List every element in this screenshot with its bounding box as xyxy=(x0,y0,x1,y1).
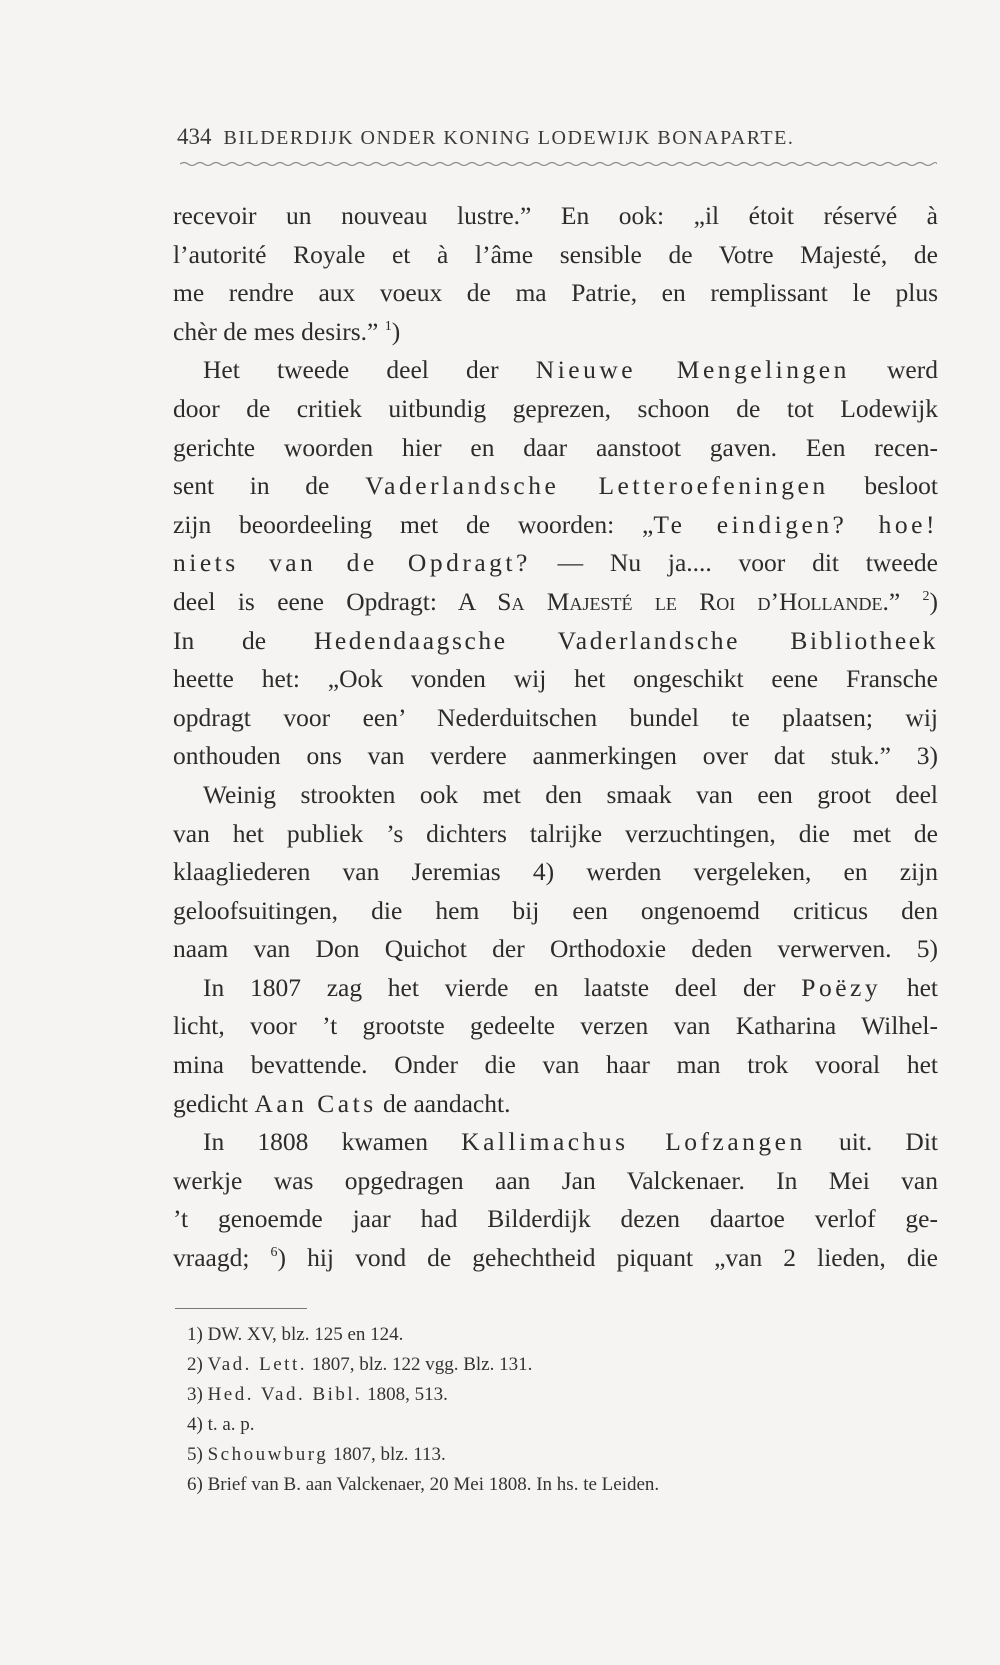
text-segment: In de xyxy=(173,625,267,655)
text-segment: de aandacht. xyxy=(383,1088,511,1118)
text-line: licht, voor ’t grootste gedeelte verzen van Katharina Wilhel- xyxy=(173,1011,938,1041)
text-line: l’autorité Royale et à l’âme sensible de Votre Majesté, de xyxy=(173,239,938,269)
running-title: BILDERDIJK ONDER KONING LODEWIJK BONAPARTE. xyxy=(223,127,795,149)
text-segment: ) xyxy=(391,316,401,346)
spaced-abbrev: Vad. Lett. xyxy=(207,1354,307,1375)
text-segment: 1807, blz. 113. xyxy=(333,1444,446,1465)
header-ornamental-rule xyxy=(180,160,937,168)
text-segment: werd xyxy=(887,355,938,385)
spaced-title: Vaderlandsche Letteroefeningen xyxy=(365,471,829,501)
body-text xyxy=(173,197,938,1278)
footnote: 1) DW. XV, blz. 125 en 124. xyxy=(187,1324,404,1345)
text-line: klaagliederen van Jeremias 4) werden vergeleken, en zijn xyxy=(173,857,938,887)
footnote: 6) Brief van B. aan Valckenaer, 20 Mei 1808. In hs. te Leiden. xyxy=(187,1474,660,1495)
footnote-ref: 2 xyxy=(922,588,930,604)
spaced-title: Kallimachus Lofzangen xyxy=(461,1127,806,1157)
text-line: werkje was opgedragen aan Jan Valckenaer. In Mei van xyxy=(173,1165,938,1195)
text-segment: 3) xyxy=(187,1384,203,1405)
footnote xyxy=(187,1380,887,1410)
text-line xyxy=(173,1123,938,1162)
text-segment: chèr de mes desirs.” xyxy=(173,316,379,346)
spaced-title: Hedendaagsche Vaderlandsche Bibliotheek xyxy=(313,625,939,655)
text-line xyxy=(173,583,938,622)
text-segment: — Nu ja.... voor dit tweede xyxy=(557,548,939,578)
text-segment: 5) xyxy=(187,1444,203,1465)
text-segment: In 1808 kwamen xyxy=(203,1127,428,1157)
text-line: onthouden ons van verdere aanmerkingen over dat stuk.” 3) xyxy=(173,741,938,771)
footnote-ref: 6 xyxy=(270,1245,278,1261)
text-line: ’t genoemde jaar had Bilderdijk dezen daartoe verlof ge- xyxy=(173,1204,938,1234)
text-line xyxy=(173,506,938,545)
spaced-quote: niets van de Opdragt? xyxy=(173,548,531,578)
text-line xyxy=(173,544,938,583)
spaced-title: Poëzy xyxy=(801,972,882,1002)
text-segment: sent in de xyxy=(173,471,330,501)
text-line xyxy=(173,969,938,1008)
text-line: me rendre aux voeux de ma Patrie, en remplissant le plus xyxy=(173,278,938,308)
text-line xyxy=(173,622,938,661)
text-segment: Het tweede deel der xyxy=(203,355,499,385)
text-segment: ” xyxy=(888,586,901,616)
text-line: opdragt voor een’ Nederduitschen bundel te plaatsen; wij xyxy=(173,702,938,732)
text-segment: zijn beoordeeling met de woorden: „ xyxy=(173,509,654,539)
text-segment: In 1807 zag het vierde en laatste deel der xyxy=(203,972,776,1002)
text-segment: 1807, blz. 122 vgg. Blz. 131. xyxy=(311,1354,533,1375)
running-header xyxy=(177,124,937,150)
footnote-divider xyxy=(175,1308,307,1309)
footnote xyxy=(187,1350,887,1380)
text-line: door de critiek uitbundig geprezen, schoon de tot Lodewijk xyxy=(173,393,938,423)
footnotes xyxy=(187,1320,887,1500)
footnote-ref: 1 xyxy=(384,318,392,334)
text-segment: besloot xyxy=(864,471,939,501)
spaced-title: Aan Cats xyxy=(254,1088,377,1118)
spaced-title: Nieuwe Mengelingen xyxy=(535,355,850,385)
text-line: geloofsuitingen, die hem bij een ongenoemd criticus den xyxy=(173,895,938,925)
text-segment: ) hij vond de gehechtheid piquant „van 2 lieden, die xyxy=(277,1243,939,1273)
text-segment: vraagd; xyxy=(173,1243,250,1273)
text-line xyxy=(173,467,938,506)
text-line: gerichte woorden hier en daar aanstoot gaven. Een recen- xyxy=(173,432,938,462)
text-segment: gedicht xyxy=(173,1088,249,1118)
text-line: Weinig strookten ook met den smaak van een groot deel xyxy=(203,779,938,809)
footnote: 4) t. a. p. xyxy=(187,1414,255,1435)
spaced-abbrev: Hed. Vad. Bibl. xyxy=(207,1384,363,1405)
text-line: naam van Don Quichot der Orthodoxie deden verwerven. 5) xyxy=(173,934,938,964)
text-segment: deel is eene Opdragt: A xyxy=(173,586,475,616)
text-segment: uit. Dit xyxy=(838,1127,939,1157)
small-caps-dedication: Sa Majesté le Roi d’Hollande. xyxy=(497,586,889,616)
text-segment: ) xyxy=(929,586,939,616)
text-line: heette het: „Ook vonden wij het ongeschikt eene Fransche xyxy=(173,664,938,694)
spaced-abbrev: Schouwburg xyxy=(207,1444,329,1465)
text-line: recevoir un nouveau lustre.” En ook: „il étoit réservé à xyxy=(173,201,938,230)
text-segment: 2) xyxy=(187,1354,203,1375)
text-line xyxy=(173,351,938,390)
text-line xyxy=(173,1085,938,1124)
spaced-quote: Te eindigen? hoe! xyxy=(653,509,938,539)
page-number: 434 xyxy=(177,124,212,149)
text-line: mina bevattende. Onder die van haar man trok vooral het xyxy=(173,1050,938,1080)
footnote xyxy=(187,1440,887,1470)
text-line xyxy=(173,1239,938,1278)
text-line xyxy=(173,313,938,352)
text-segment: het xyxy=(906,972,939,1002)
text-line: van het publiek ’s dichters talrijke verzuchtingen, die met de xyxy=(173,818,938,848)
text-segment: 1808, 513. xyxy=(367,1384,448,1405)
